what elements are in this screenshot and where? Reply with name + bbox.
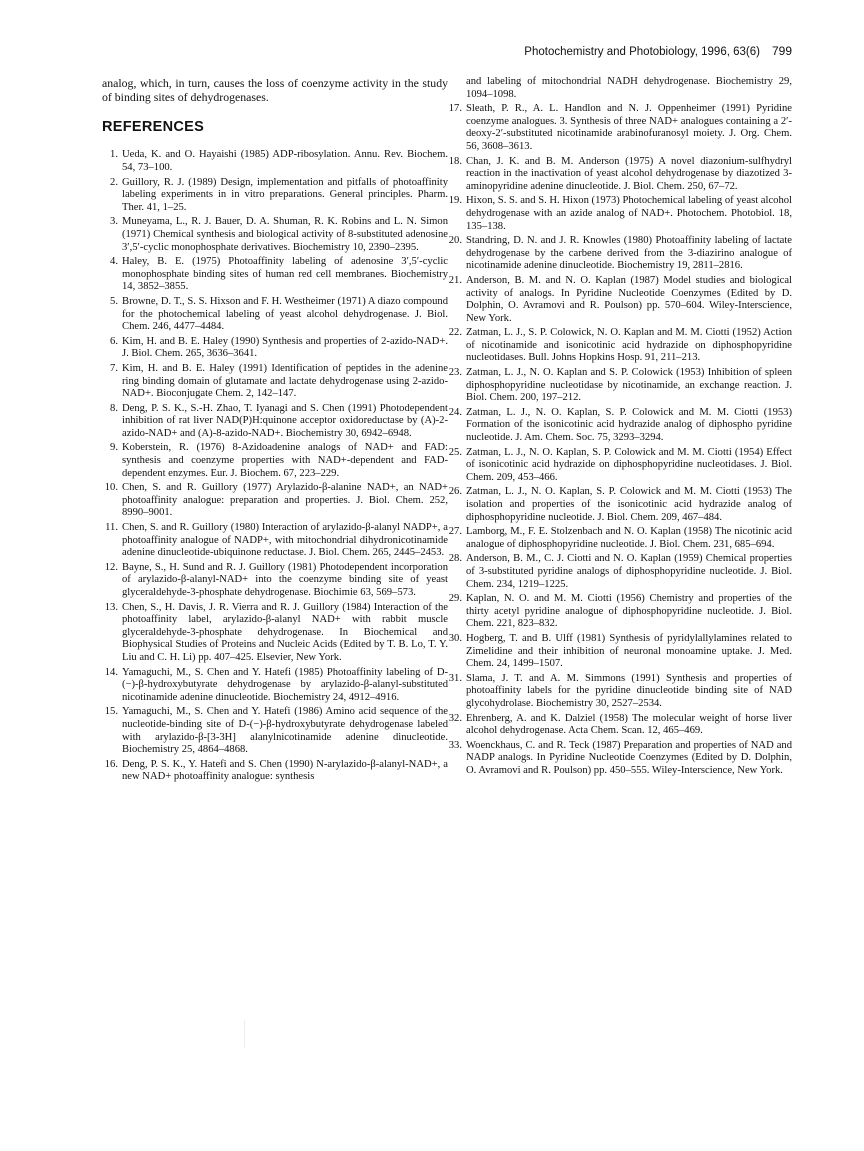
reference-number: 11. <box>105 522 118 534</box>
reference-text: Kim, H. and B. E. Haley (1991) Identification of peptides in the adenine ring binding domain of glutamate and lactate dehydrogenase using 2-azido-NAD+. Bioconjugate Chem. 2, 142–147. <box>122 362 448 400</box>
reference-text: Anderson, B. M. and N. O. Kaplan (1987) Model studies and biological activity of analogs. In Pyridine Nucleotide Coenzymes (Edited by D. Dolphin, O. Avramovi and R. Poulson) pp. 570–604. Wiley-Interscience, New York. <box>466 274 792 324</box>
reference-item <box>102 562 448 600</box>
reference-text: Koberstein, R. (1976) 8-Azidoadenine analogs of NAD+ and FAD: synthesis and coenzyme properties with NAD+-dependent and FAD-dependent enzymes. Eur. J. Biochem. 67, 223–229. <box>122 442 448 479</box>
reference-text: Muneyama, L., R. J. Bauer, D. A. Shuman, R. K. Robins and L. N. Simon (1971) Chemical synthesis and biological activity of 8-substituted adenosine 3′,5′-cyclic monophosphate derivatives. Biochemistry 10, 2390–2395. <box>122 216 448 253</box>
reference-text: Yamaguchi, M., S. Chen and Y. Hatefi (1985) Photoaffinity labeling of D-(−)-β-hydroxybutyrate dehydrogenase by arylazido-β-alanyl-substituted nicotinamide adenine dinucleotide. Biochemistry 24, 4912–4916. <box>122 666 448 703</box>
reference-item <box>446 407 792 445</box>
reference-text: Haley, B. E. (1975) Photoaffinity labeling of adenosine 3′,5′-cyclic monophosphate binding sites of human red cell membranes. Biochemistry 14, 3852–3855. <box>122 256 448 293</box>
reference-number: 3. <box>110 216 118 228</box>
reference-number: 33. <box>448 739 462 751</box>
reference-number: 27. <box>448 526 462 538</box>
reference-text: Woenckhaus, C. and R. Teck (1987) Preparation and properties of NAD and NADP analogs. In Pyridine Nucleotide Coenzymes (Edited by D. Dolphin, O. Avramovi and R. Poulson) pp. 450–555. Wiley-Interscience, New York. <box>466 739 792 776</box>
reference-item <box>102 403 448 441</box>
reference-item <box>446 235 792 273</box>
page-number: 799 <box>771 44 792 58</box>
reference-text: Deng, P. S. K., Y. Hatefi and S. Chen (1990) N-arylazido-β-alanyl-NAD+, a new NAD+ photoaffinity analogue: synthesis <box>122 758 448 783</box>
reference-text: Zatman, L. J., N. O. Kaplan and S. P. Colowick (1953) Inhibition of spleen diphosphopyridine nucleotidase by nicotinamide, an exchange reaction. J. Biol. Chem. 200, 197–212. <box>466 367 792 404</box>
reference-number: 25. <box>448 446 462 458</box>
reference-text: Ehrenberg, A. and K. Dalziel (1958) The molecular weight of horse liver alcohol dehydrogenase. Acta Chem. Scan. 12, 465–469. <box>466 712 792 737</box>
reference-number: 19. <box>448 195 462 207</box>
reference-item <box>446 327 792 365</box>
reference-text: Ueda, K. and O. Hayaishi (1985) ADP-ribosylation. Annu. Rev. Biochem. 54, 73–100. <box>122 149 448 173</box>
reference-text: Deng, P. S. K., S.-H. Zhao, T. Iyanagi and S. Chen (1991) Photodependent inhibition of rat liver NAD(P)H:quinone acceptor oxidoreductase by (A)-2-azido-NAD+ and (A)-8-azido-NAD+. Biochemistry 30, 6942–6948. <box>122 402 448 439</box>
reference-item <box>102 216 448 254</box>
reference-item <box>446 740 792 778</box>
reference-number: 8. <box>110 402 118 414</box>
reference-text: Chan, J. K. and B. M. Anderson (1975) A novel diazonium-sulfhydryl reaction in the inactivation of yeast alcohol dehydrogenase by diazotized 3-aminopyridine adenine dinucleotide. J. Biol. Chem. 250, 67–72. <box>466 155 792 192</box>
reference-text: Yamaguchi, M., S. Chen and Y. Hatefi (1986) Amino acid sequence of the nucleotide-binding site of D-(−)-β-hydroxybutyrate dehydrogenase labeled with arylazido-β-[3-3H] alanylnicotinamide adenine dinucleotide. Biochemistry 25, 4864–4868. <box>122 706 448 756</box>
reference-item <box>102 522 448 560</box>
reference-number: 1. <box>110 149 118 161</box>
reference-item <box>446 633 792 671</box>
reference-item <box>446 526 792 551</box>
reference-item <box>102 177 448 215</box>
reference-number: 22. <box>448 327 462 339</box>
reference-text: Zatman, L. J., N. O. Kaplan, S. P. Colowick and M. M. Ciotti (1953) Formation of the isonicotinic acid hydrazide analog of diphospho pyridine nucleotide. J. Am. Chem. Soc. 75, 3293–3294. <box>466 406 792 444</box>
reference-number: 26. <box>448 486 462 498</box>
running-header <box>0 44 792 58</box>
reference-number: 17. <box>448 103 462 115</box>
reference-item <box>102 706 448 756</box>
reference-item <box>446 486 792 524</box>
reference-number: 24. <box>448 406 462 418</box>
reference-item <box>446 673 792 711</box>
reference-number: 10. <box>104 482 118 494</box>
reference-text: Zatman, L. J., S. P. Colowick, N. O. Kaplan and M. M. Ciotti (1952) Action of nicotinamide and isonicotinic acid hydrazide on diphosphopyridine nucleotidases. Bull. Johns Hopkins Hosp. 91, 211–213. <box>466 327 792 364</box>
reference-text: Slama, J. T. and A. M. Simmons (1991) Synthesis and properties of photoaffinity labels for the pyridine dinucleotide binding site of NAD glycohydrolase. Biochemistry 30, 2527–2534. <box>466 672 792 709</box>
reference-text: and labeling of mitochondrial NADH dehydrogenase. Biochemistry 29, 1094–1098. <box>466 76 792 100</box>
reference-item <box>102 759 448 784</box>
reference-number: 12. <box>104 561 118 573</box>
reference-item <box>446 195 792 233</box>
left-column <box>102 76 448 786</box>
reference-number: 5. <box>110 295 118 307</box>
reference-number: 30. <box>448 632 462 644</box>
reference-text: Chen, S., H. Davis, J. R. Vierra and R. J. Guillory (1984) Interaction of the photoaffinity label, arylazido-β-alanyl NAD+ with rabbit muscle glyceraldehyde-3-phosphate dehydrogenase. In Biochemical and Biophysical Studies of Proteins and Nucleic Acids (Edited by T. B. Lo, T. Y. Liu and C. H. Li) pp. 407–425. Elsevier, New York. <box>122 601 448 663</box>
reference-list-right <box>446 76 792 777</box>
reference-number: 21. <box>448 274 462 286</box>
reference-item <box>102 602 448 665</box>
reference-number: 29. <box>448 593 462 605</box>
reference-item <box>446 103 792 153</box>
reference-item <box>102 256 448 294</box>
reference-text: Chen, S. and R. Guillory (1980) Interaction of arylazido-β-alanyl NADP+, a photoaffinity analogue of NADP+, with mitochondrial dihydronicotinamide adenine dinucleotide-ubiquinone reductase. J. Biol. Chem. 265, 2445–2453. <box>122 522 448 559</box>
reference-text: Anderson, B. M., C. J. Ciotti and N. O. Kaplan (1959) Chemical properties of 3-substituted pyridine analogs of diphosphopyridine nucleotide. J. Biol. Chem. 234, 1219–1225. <box>466 553 792 590</box>
reference-item <box>102 442 448 480</box>
reference-number: 13. <box>104 601 118 613</box>
reference-number: 15. <box>104 706 118 718</box>
reference-number: 23. <box>448 367 462 379</box>
journal-citation: Photochemistry and Photobiology, 1996, 63(6) <box>524 46 760 58</box>
reference-text: Browne, D. T., S. S. Hixson and F. H. Westheimer (1971) A diazo compound for the photochemical labeling of yeast alcohol dehydrogenase. J. Biol. Chem. 246, 4477–4484. <box>122 295 448 333</box>
reference-list-left <box>102 149 448 784</box>
reference-number: 2. <box>110 176 118 188</box>
reference-text: Hixon, S. S. and S. H. Hixon (1973) Photochemical labeling of yeast alcohol dehydrogenase with an azide analog of NAD+. Photochem. Photobiol. 18, 135–138. <box>466 195 792 232</box>
reference-text: Kim, H. and B. E. Haley (1990) Synthesis and properties of 2-azido-NAD+. J. Biol. Chem. 265, 3636–3641. <box>122 335 448 360</box>
reference-text: Chen, S. and R. Guillory (1977) Arylazido-β-alanine NAD+, an NAD+ photoaffinity analogue: preparation and properties. J. Biol. Chem. 252, 8990–9001. <box>122 482 448 519</box>
reference-item <box>446 367 792 405</box>
reference-number: 20. <box>448 235 462 247</box>
reference-number: 16. <box>104 758 118 770</box>
reference-text: Standring, D. N. and J. R. Knowles (1980) Photoaffinity labeling of lactate dehydrogenase by the carbene derived from the 3-diazirino analogue of nicotinamide adenine dinucleotide. Biochemistry 19, 2811–2816. <box>466 235 792 272</box>
reference-number: 14. <box>104 666 118 678</box>
reference-item <box>446 593 792 631</box>
reference-item <box>102 296 448 334</box>
reference-number: 4. <box>110 256 118 268</box>
reference-number: 18. <box>448 155 462 167</box>
reference-number: 9. <box>110 442 118 454</box>
references-heading: REFERENCES <box>102 118 205 135</box>
reference-item <box>102 336 448 361</box>
reference-number: 28. <box>448 553 462 565</box>
reference-item <box>446 156 792 194</box>
right-column <box>446 76 792 779</box>
reference-text: Kaplan, N. O. and M. M. Ciotti (1956) Chemistry and properties of the thirty acetyl pyridine analogue of diphosphopyridine nucleotide. J. Biol. Chem. 221, 823–832. <box>466 593 792 630</box>
reference-number: 6. <box>110 335 118 347</box>
reference-item <box>102 363 448 401</box>
reference-text: Bayne, S., H. Sund and R. J. Guillory (1981) Photodependent incorporation of arylazido-β-alanyl-NAD+ into the coenzyme binding site of yeast glyceraldehyde-3-phosphate dehydrogenase. Biochimie 63, 569–573. <box>122 561 448 598</box>
reference-item <box>102 482 448 520</box>
reference-item <box>102 149 448 174</box>
reference-item <box>446 447 792 485</box>
reference-text: Sleath, P. R., A. L. Handlon and N. J. Oppenheimer (1991) Pyridine coenzyme analogues. 3. Synthesis of three NAD+ analogues containing a 2′-deoxy-2′-substituted nicotinamide arabinofuranosyl moiety. J. Org. Chem. 56, 3608–3613. <box>466 103 792 152</box>
reference-item <box>446 553 792 591</box>
reference-text: Guillory, R. J. (1989) Design, implementation and pitfalls of photoaffinity labeling experiments in in vitro preparations. General principles. Pharm. Ther. 41, 1–25. <box>122 176 448 213</box>
gutter-mark <box>244 1020 245 1048</box>
reference-number: 31. <box>448 672 462 684</box>
reference-item <box>446 76 792 101</box>
reference-text: Zatman, L. J., N. O. Kaplan, S. P. Colowick and M. M. Ciotti (1954) Effect of isonicotinic acid hydrazide on diphosphopyridine nucleotidases. J. Biol. Chem. 209, 453–466. <box>466 446 792 483</box>
reference-item <box>446 713 792 738</box>
reference-item <box>446 275 792 325</box>
reference-number: 32. <box>448 712 462 724</box>
reference-item <box>102 667 448 705</box>
intro-paragraph: analog, which, in turn, causes the loss of coenzyme activity in the study of binding sites of dehydrogenases. <box>102 76 448 105</box>
reference-text: Lamborg, M., F. E. Stolzenbach and N. O. Kaplan (1958) The nicotinic acid analogue of diphosphopyridine nucleotide. J. Biol. Chem. 231, 685–694. <box>466 526 792 550</box>
reference-number: 7. <box>110 362 118 374</box>
reference-text: Zatman, L. J., N. O. Kaplan, S. P. Colowick and M. M. Ciotti (1953) The isolation and properties of the isonicotinic acid hydrazide analog of diphosphopyridine nucleotide. J. Biol. Chem. 209, 467–484. <box>466 486 792 523</box>
reference-text: Hogberg, T. and B. Ulff (1981) Synthesis of pyridylallylamines related to Zimelidine and their inhibition of neuronal monoamine uptake. J. Med. Chem. 24, 1499–1507. <box>466 632 792 670</box>
